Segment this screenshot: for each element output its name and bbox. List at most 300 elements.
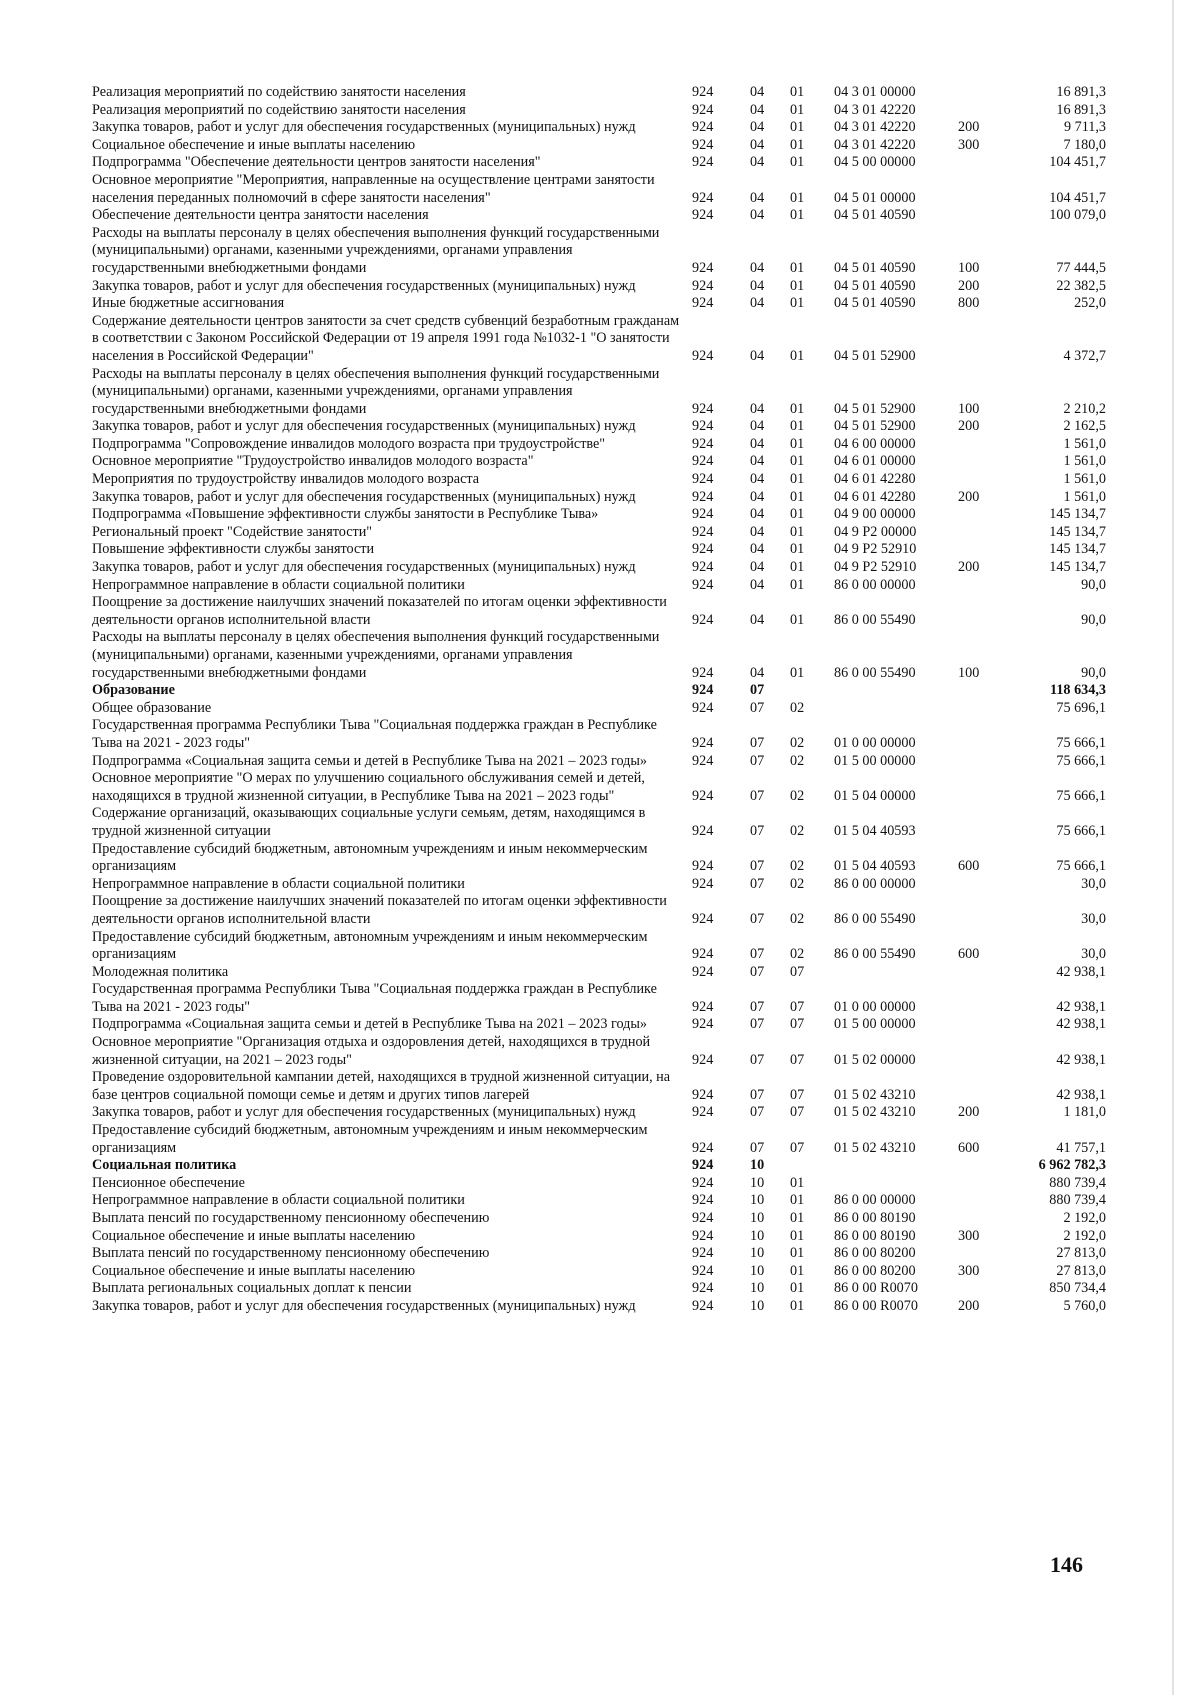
row-subsection-code: 01 [790, 101, 805, 118]
row-name: Молодежная политика [92, 963, 229, 980]
row-section-code: 04 [750, 576, 765, 593]
row-subsection-code: 01 [790, 471, 805, 488]
row-target-article: 86 0 00 55490 [834, 946, 916, 963]
row-target-article: 04 3 01 42220 [834, 119, 916, 136]
row-name: Повышение эффективности службы занятости [92, 541, 375, 558]
row-subsection-code: 01 [790, 1192, 805, 1209]
row-subsection-code: 01 [790, 295, 805, 312]
row-target-article: 04 3 01 00000 [834, 84, 916, 100]
row-name: Социальная политика [92, 1157, 237, 1174]
row-ved-code: 924 [692, 1104, 714, 1121]
row-name: Непрограммное направление в области социальной политики [92, 875, 465, 892]
row-name: Закупка товаров, работ и услуг для обеспечения государственных (муниципальных) нужд [92, 277, 636, 294]
row-amount: 145 134,7 [1049, 523, 1106, 540]
row-ved-code: 924 [692, 858, 714, 875]
row-ved-code: 924 [692, 1174, 714, 1191]
row-name: Подпрограмма «Социальная защита семьи и детей в Республике Тыва на 2021 – 2023 годы» [92, 1016, 647, 1033]
row-ved-code: 924 [692, 875, 714, 892]
table-row [92, 225, 1132, 278]
table-row [92, 1122, 1132, 1157]
row-ved-code: 924 [692, 1245, 714, 1262]
row-ved-code: 924 [692, 541, 714, 558]
table-row [92, 594, 1132, 629]
row-subsection-code: 01 [790, 1262, 805, 1279]
row-ved-code: 924 [692, 347, 714, 364]
row-ved-code: 924 [692, 277, 714, 294]
row-section-code: 04 [750, 664, 765, 681]
row-expense-type: 200 [958, 277, 980, 294]
row-amount: 118 634,3 [1050, 682, 1106, 699]
row-subsection-code: 01 [790, 1210, 805, 1226]
row-amount: 77 444,5 [1056, 259, 1106, 276]
row-name: Государственная программа Республики Тыва "Социальная поддержка граждан в Республике Тыва на 2021 - 2023 годы" [92, 981, 657, 1015]
page-number: 146 [1050, 1552, 1083, 1577]
table-row [92, 929, 1132, 964]
row-subsection-code: 01 [790, 136, 805, 153]
table-row [92, 453, 1132, 471]
row-section-code: 04 [750, 559, 765, 576]
row-target-article: 86 0 00 80200 [834, 1262, 916, 1279]
table-row [92, 313, 1132, 366]
table-row [92, 1245, 1132, 1263]
row-section-code: 07 [750, 998, 765, 1015]
row-target-article: 04 6 01 00000 [834, 453, 916, 470]
row-amount: 1 181,0 [1063, 1104, 1106, 1121]
row-name: Мероприятия по трудоустройству инвалидов молодого возраста [92, 471, 480, 488]
row-subsection-code: 01 [790, 1174, 805, 1191]
row-target-article: 86 0 00 55490 [834, 611, 916, 628]
row-name: Содержание деятельности центров занятости за счет средств субвенций безработным гражданам в соответствии с Законом Российской Федерации от 19 апреля 1991 года №1032-1 "О занятости населения в Российской Федерации" [92, 312, 680, 364]
row-amount: 4 372,7 [1063, 347, 1106, 364]
table-row [92, 1192, 1132, 1210]
row-section-code: 07 [750, 1086, 765, 1103]
table-row [92, 295, 1132, 313]
row-target-article: 04 6 01 42280 [834, 488, 916, 505]
row-section-code: 07 [750, 1139, 765, 1156]
row-name: Основное мероприятие "Организация отдыха и оздоровления детей, находящихся в трудной жизненной ситуации, на 2021 – 2023 годы" [92, 1034, 651, 1068]
table-row [92, 137, 1132, 155]
row-section-code: 07 [750, 946, 765, 963]
row-section-code: 04 [750, 84, 765, 100]
row-subsection-code: 01 [790, 506, 805, 523]
row-ved-code: 924 [692, 119, 714, 136]
row-section-code: 10 [750, 1280, 765, 1297]
row-amount: 2 192,0 [1063, 1210, 1106, 1226]
row-amount: 880 739,4 [1049, 1174, 1106, 1191]
row-target-article: 86 0 00 00000 [834, 576, 916, 593]
row-subsection-code: 01 [790, 347, 805, 364]
row-name: Основное мероприятие "Мероприятия, направленные на осуществление центрами занятости населения переданных полномочий в сфере занятости населения" [92, 171, 655, 206]
row-ved-code: 924 [692, 752, 714, 769]
row-ved-code: 924 [692, 998, 714, 1015]
row-section-code: 07 [750, 1016, 765, 1033]
row-ved-code: 924 [692, 488, 714, 505]
row-name: Закупка товаров, работ и услуг для обеспечения государственных (муниципальных) нужд [92, 559, 636, 576]
row-subsection-code: 02 [790, 699, 805, 716]
row-name: Региональный проект "Содействие занятости" [92, 523, 373, 540]
row-name: Поощрение за достижение наилучших значений показателей по итогам оценки эффективности деятельности органов исполнительной власти [92, 594, 667, 628]
row-section-code: 07 [750, 734, 765, 751]
row-section-code: 04 [750, 101, 765, 118]
row-subsection-code: 01 [790, 576, 805, 593]
row-name: Предоставление субсидий бюджетным, автономным учреждениям и иным некоммерческим организациям [92, 928, 648, 963]
row-name: Основное мероприятие "Трудоустройство инвалидов молодого возраста" [92, 453, 534, 470]
table-row [92, 753, 1132, 771]
row-section-code: 07 [750, 752, 765, 769]
row-subsection-code: 01 [790, 559, 805, 576]
budget-table [92, 84, 1132, 1316]
row-target-article: 86 0 00 R0070 [834, 1297, 918, 1314]
row-section-code: 07 [750, 822, 765, 839]
row-expense-type: 300 [958, 136, 980, 153]
row-amount: 252,0 [1074, 295, 1106, 312]
row-expense-type: 200 [958, 119, 980, 136]
row-ved-code: 924 [692, 189, 714, 206]
row-section-code: 04 [750, 488, 765, 505]
row-amount: 75 666,1 [1056, 787, 1106, 804]
row-subsection-code: 01 [790, 1280, 805, 1297]
table-row [92, 1228, 1132, 1246]
row-subsection-code: 01 [790, 435, 805, 452]
table-row [92, 172, 1132, 207]
row-ved-code: 924 [692, 963, 714, 980]
row-subsection-code: 02 [790, 910, 805, 927]
row-amount: 100 079,0 [1049, 207, 1106, 224]
row-section-code: 04 [750, 136, 765, 153]
row-name: Выплата пенсий по государственному пенсионному обеспечению [92, 1245, 490, 1262]
table-row [92, 207, 1132, 225]
row-section-code: 04 [750, 541, 765, 558]
row-target-article: 04 6 00 00000 [834, 435, 916, 452]
table-row [92, 489, 1132, 507]
row-name: Основное мероприятие "О мерах по улучшению социального обслуживания семей и детей, находящихся в трудной жизненной ситуации, в Республике Тыва на 2021 – 2023 годы" [92, 770, 645, 804]
table-row [92, 1157, 1132, 1175]
row-ved-code: 924 [692, 822, 714, 839]
row-amount: 42 938,1 [1056, 998, 1106, 1015]
table-row [92, 876, 1132, 894]
row-name: Закупка товаров, работ и услуг для обеспечения государственных (муниципальных) нужд [92, 119, 636, 136]
row-target-article: 01 5 04 40593 [834, 858, 916, 875]
table-row [92, 1069, 1132, 1104]
row-subsection-code: 01 [790, 84, 805, 100]
row-subsection-code: 07 [790, 1139, 805, 1156]
row-ved-code: 924 [692, 295, 714, 312]
table-row [92, 84, 1132, 102]
row-section-code: 07 [750, 858, 765, 875]
row-ved-code: 924 [692, 471, 714, 488]
row-target-article: 04 5 01 40590 [834, 295, 916, 312]
row-amount: 1 561,0 [1063, 453, 1106, 470]
row-amount: 5 760,0 [1063, 1297, 1106, 1314]
row-name: Закупка товаров, работ и услуг для обеспечения государственных (муниципальных) нужд [92, 488, 636, 505]
table-row [92, 805, 1132, 840]
row-amount: 90,0 [1081, 611, 1106, 628]
row-subsection-code: 01 [790, 611, 805, 628]
row-amount: 27 813,0 [1056, 1262, 1106, 1279]
row-section-code: 04 [750, 435, 765, 452]
row-name: Реализация мероприятий по содействию занятости населения [92, 84, 466, 100]
row-section-code: 07 [750, 682, 765, 699]
row-amount: 42 938,1 [1056, 963, 1106, 980]
row-ved-code: 924 [692, 101, 714, 118]
row-section-code: 04 [750, 347, 765, 364]
row-subsection-code: 02 [790, 946, 805, 963]
scan-edge [1172, 0, 1174, 1695]
row-target-article: 04 9 P2 52910 [834, 559, 917, 576]
row-amount: 6 962 782,3 [1038, 1157, 1106, 1174]
row-name: Непрограммное направление в области социальной политики [92, 1192, 465, 1209]
table-row [92, 506, 1132, 524]
row-amount: 145 134,7 [1049, 559, 1106, 576]
row-amount: 880 739,4 [1049, 1192, 1106, 1209]
row-name: Социальное обеспечение и иные выплаты населению [92, 1262, 416, 1279]
row-expense-type: 100 [958, 259, 980, 276]
row-name: Подпрограмма «Повышение эффективности службы занятости в Республике Тыва» [92, 506, 599, 523]
row-target-article: 04 5 01 40590 [834, 207, 916, 224]
table-row [92, 1210, 1132, 1228]
row-ved-code: 924 [692, 207, 714, 224]
row-amount: 2 210,2 [1063, 400, 1106, 417]
row-name: Пенсионное обеспечение [92, 1174, 245, 1191]
row-section-code: 04 [750, 259, 765, 276]
row-name: Обеспечение деятельности центра занятости населения [92, 207, 429, 224]
row-target-article: 86 0 00 80190 [834, 1210, 916, 1226]
row-target-article: 04 5 01 52900 [834, 400, 916, 417]
row-name: Закупка товаров, работ и услуг для обеспечения государственных (муниципальных) нужд [92, 1297, 636, 1314]
row-target-article: 01 0 00 00000 [834, 998, 916, 1015]
row-section-code: 07 [750, 787, 765, 804]
row-subsection-code: 02 [790, 875, 805, 892]
row-subsection-code: 02 [790, 752, 805, 769]
row-section-code: 04 [750, 154, 765, 171]
row-expense-type: 600 [958, 946, 980, 963]
row-name: Государственная программа Республики Тыва "Социальная поддержка граждан в Республике Тыва на 2021 - 2023 годы" [92, 717, 657, 751]
row-section-code: 10 [750, 1262, 765, 1279]
table-row [92, 717, 1132, 752]
row-subsection-code: 01 [790, 664, 805, 681]
table-row [92, 893, 1132, 928]
row-ved-code: 924 [692, 1051, 714, 1068]
row-target-article: 04 9 P2 00000 [834, 523, 917, 540]
row-section-code: 10 [750, 1227, 765, 1244]
table-row [92, 366, 1132, 419]
row-subsection-code: 01 [790, 277, 805, 294]
table-row [92, 981, 1132, 1016]
table-row [92, 278, 1132, 296]
row-amount: 75 666,1 [1056, 752, 1106, 769]
row-ved-code: 924 [692, 682, 714, 699]
row-subsection-code: 02 [790, 822, 805, 839]
row-name: Проведение оздоровительной кампании детей, находящихся в трудной жизненной ситуации, на базе центров социальной помощи семье и детям и других типов лагерей [92, 1069, 671, 1103]
row-amount: 104 451,7 [1049, 189, 1106, 206]
row-ved-code: 924 [692, 1210, 714, 1226]
row-amount: 90,0 [1081, 576, 1106, 593]
row-subsection-code: 01 [790, 189, 805, 206]
row-ved-code: 924 [692, 1016, 714, 1033]
row-amount: 9 711,3 [1063, 119, 1106, 136]
row-amount: 104 451,7 [1049, 154, 1106, 171]
row-target-article: 01 5 04 40593 [834, 822, 916, 839]
row-ved-code: 924 [692, 523, 714, 540]
row-subsection-code: 01 [790, 488, 805, 505]
table-row [92, 559, 1132, 577]
row-name: Поощрение за достижение наилучших значений показателей по итогам оценки эффективности деятельности органов исполнительной власти [92, 893, 667, 927]
row-subsection-code: 07 [790, 1051, 805, 1068]
row-section-code: 04 [750, 119, 765, 136]
row-name: Реализация мероприятий по содействию занятости населения [92, 101, 466, 118]
row-expense-type: 800 [958, 295, 980, 312]
row-name: Предоставление субсидий бюджетным, автономным учреждениям и иным некоммерческим организациям [92, 840, 648, 875]
row-amount: 7 180,0 [1063, 136, 1106, 153]
row-subsection-code: 02 [790, 858, 805, 875]
row-ved-code: 924 [692, 1157, 714, 1174]
row-expense-type: 100 [958, 400, 980, 417]
row-ved-code: 924 [692, 400, 714, 417]
table-row [92, 541, 1132, 559]
row-amount: 22 382,5 [1056, 277, 1106, 294]
row-expense-type: 100 [958, 664, 980, 681]
row-ved-code: 924 [692, 787, 714, 804]
row-amount: 75 666,1 [1056, 734, 1106, 751]
row-amount: 850 734,4 [1049, 1280, 1106, 1297]
row-ved-code: 924 [692, 506, 714, 523]
table-row [92, 102, 1132, 120]
table-row [92, 154, 1132, 172]
row-target-article: 86 0 00 55490 [834, 910, 916, 927]
row-name: Социальное обеспечение и иные выплаты населению [92, 136, 416, 153]
row-amount: 30,0 [1081, 875, 1106, 892]
row-target-article: 86 0 00 00000 [834, 1192, 916, 1209]
row-name: Подпрограмма «Социальная защита семьи и детей в Республике Тыва на 2021 – 2023 годы» [92, 752, 647, 769]
table-row [92, 1280, 1132, 1298]
row-subsection-code: 07 [790, 1086, 805, 1103]
row-subsection-code: 01 [790, 453, 805, 470]
row-target-article: 04 3 01 42220 [834, 136, 916, 153]
row-amount: 16 891,3 [1056, 84, 1106, 100]
row-target-article: 86 0 00 80200 [834, 1245, 916, 1262]
row-amount: 42 938,1 [1056, 1051, 1106, 1068]
row-subsection-code: 02 [790, 734, 805, 751]
row-target-article: 04 9 00 00000 [834, 506, 916, 523]
row-expense-type: 600 [958, 858, 980, 875]
row-ved-code: 924 [692, 946, 714, 963]
row-expense-type: 200 [958, 559, 980, 576]
row-amount: 27 813,0 [1056, 1245, 1106, 1262]
row-section-code: 04 [750, 471, 765, 488]
row-ved-code: 924 [692, 734, 714, 751]
row-section-code: 04 [750, 207, 765, 224]
row-target-article: 04 5 01 00000 [834, 189, 916, 206]
row-ved-code: 924 [692, 576, 714, 593]
row-ved-code: 924 [692, 259, 714, 276]
row-expense-type: 300 [958, 1262, 980, 1279]
row-target-article: 86 0 00 55490 [834, 664, 916, 681]
table-row [92, 1104, 1132, 1122]
row-amount: 16 891,3 [1056, 101, 1106, 118]
row-ved-code: 924 [692, 136, 714, 153]
row-section-code: 04 [750, 277, 765, 294]
row-section-code: 04 [750, 295, 765, 312]
row-name: Подпрограмма "Сопровождение инвалидов молодого возраста при трудоустройстве" [92, 435, 606, 452]
row-subsection-code: 01 [790, 119, 805, 136]
row-amount: 90,0 [1081, 664, 1106, 681]
row-ved-code: 924 [692, 84, 714, 100]
row-target-article: 04 5 01 52900 [834, 347, 916, 364]
row-expense-type: 200 [958, 1297, 980, 1314]
row-section-code: 10 [750, 1174, 765, 1191]
row-ved-code: 924 [692, 559, 714, 576]
row-section-code: 10 [750, 1192, 765, 1209]
row-amount: 145 134,7 [1049, 541, 1106, 558]
row-ved-code: 924 [692, 1192, 714, 1209]
row-subsection-code: 07 [790, 1104, 805, 1121]
row-subsection-code: 01 [790, 418, 805, 435]
row-subsection-code: 01 [790, 1297, 805, 1314]
table-row [92, 629, 1132, 682]
table-row [92, 770, 1132, 805]
row-name: Закупка товаров, работ и услуг для обеспечения государственных (муниципальных) нужд [92, 418, 636, 435]
row-ved-code: 924 [692, 664, 714, 681]
row-subsection-code: 07 [790, 1016, 805, 1033]
row-ved-code: 924 [692, 435, 714, 452]
row-ved-code: 924 [692, 699, 714, 716]
row-target-article: 86 0 00 80190 [834, 1227, 916, 1244]
row-name: Социальное обеспечение и иные выплаты населению [92, 1227, 416, 1244]
table-row [92, 524, 1132, 542]
row-amount: 42 938,1 [1056, 1016, 1106, 1033]
row-subsection-code: 01 [790, 400, 805, 417]
row-target-article: 04 6 01 42280 [834, 471, 916, 488]
table-row [92, 418, 1132, 436]
row-ved-code: 924 [692, 1280, 714, 1297]
row-target-article: 01 5 02 43210 [834, 1139, 916, 1156]
row-target-article: 04 5 00 00000 [834, 154, 916, 171]
row-subsection-code: 01 [790, 259, 805, 276]
table-row [92, 1298, 1132, 1316]
row-target-article: 04 3 01 42220 [834, 101, 916, 118]
row-amount: 30,0 [1081, 946, 1106, 963]
row-ved-code: 924 [692, 1297, 714, 1314]
row-section-code: 07 [750, 875, 765, 892]
table-row [92, 1016, 1132, 1034]
table-row [92, 700, 1132, 718]
row-name: Иные бюджетные ассигнования [92, 295, 285, 312]
row-section-code: 04 [750, 418, 765, 435]
row-ved-code: 924 [692, 1086, 714, 1103]
row-section-code: 07 [750, 910, 765, 927]
row-target-article: 01 5 02 43210 [834, 1104, 916, 1121]
row-expense-type: 300 [958, 1227, 980, 1244]
row-amount: 2 192,0 [1063, 1227, 1106, 1244]
row-ved-code: 924 [692, 418, 714, 435]
row-name: Закупка товаров, работ и услуг для обеспечения государственных (муниципальных) нужд [92, 1104, 636, 1121]
table-row [92, 964, 1132, 982]
row-subsection-code: 01 [790, 1245, 805, 1262]
row-name: Выплата пенсий по государственному пенсионному обеспечению [92, 1210, 490, 1226]
row-name: Выплата региональных социальных доплат к пенсии [92, 1280, 412, 1297]
row-section-code: 10 [750, 1245, 765, 1262]
row-amount: 1 561,0 [1063, 471, 1106, 488]
row-subsection-code: 01 [790, 154, 805, 171]
row-section-code: 07 [750, 963, 765, 980]
row-target-article: 01 5 02 00000 [834, 1051, 916, 1068]
row-name: Образование [92, 682, 175, 699]
row-target-article: 04 5 01 52900 [834, 418, 916, 435]
row-amount: 75 696,1 [1056, 699, 1106, 716]
row-amount: 2 162,5 [1063, 418, 1106, 435]
table-row [92, 471, 1132, 489]
row-expense-type: 600 [958, 1139, 980, 1156]
